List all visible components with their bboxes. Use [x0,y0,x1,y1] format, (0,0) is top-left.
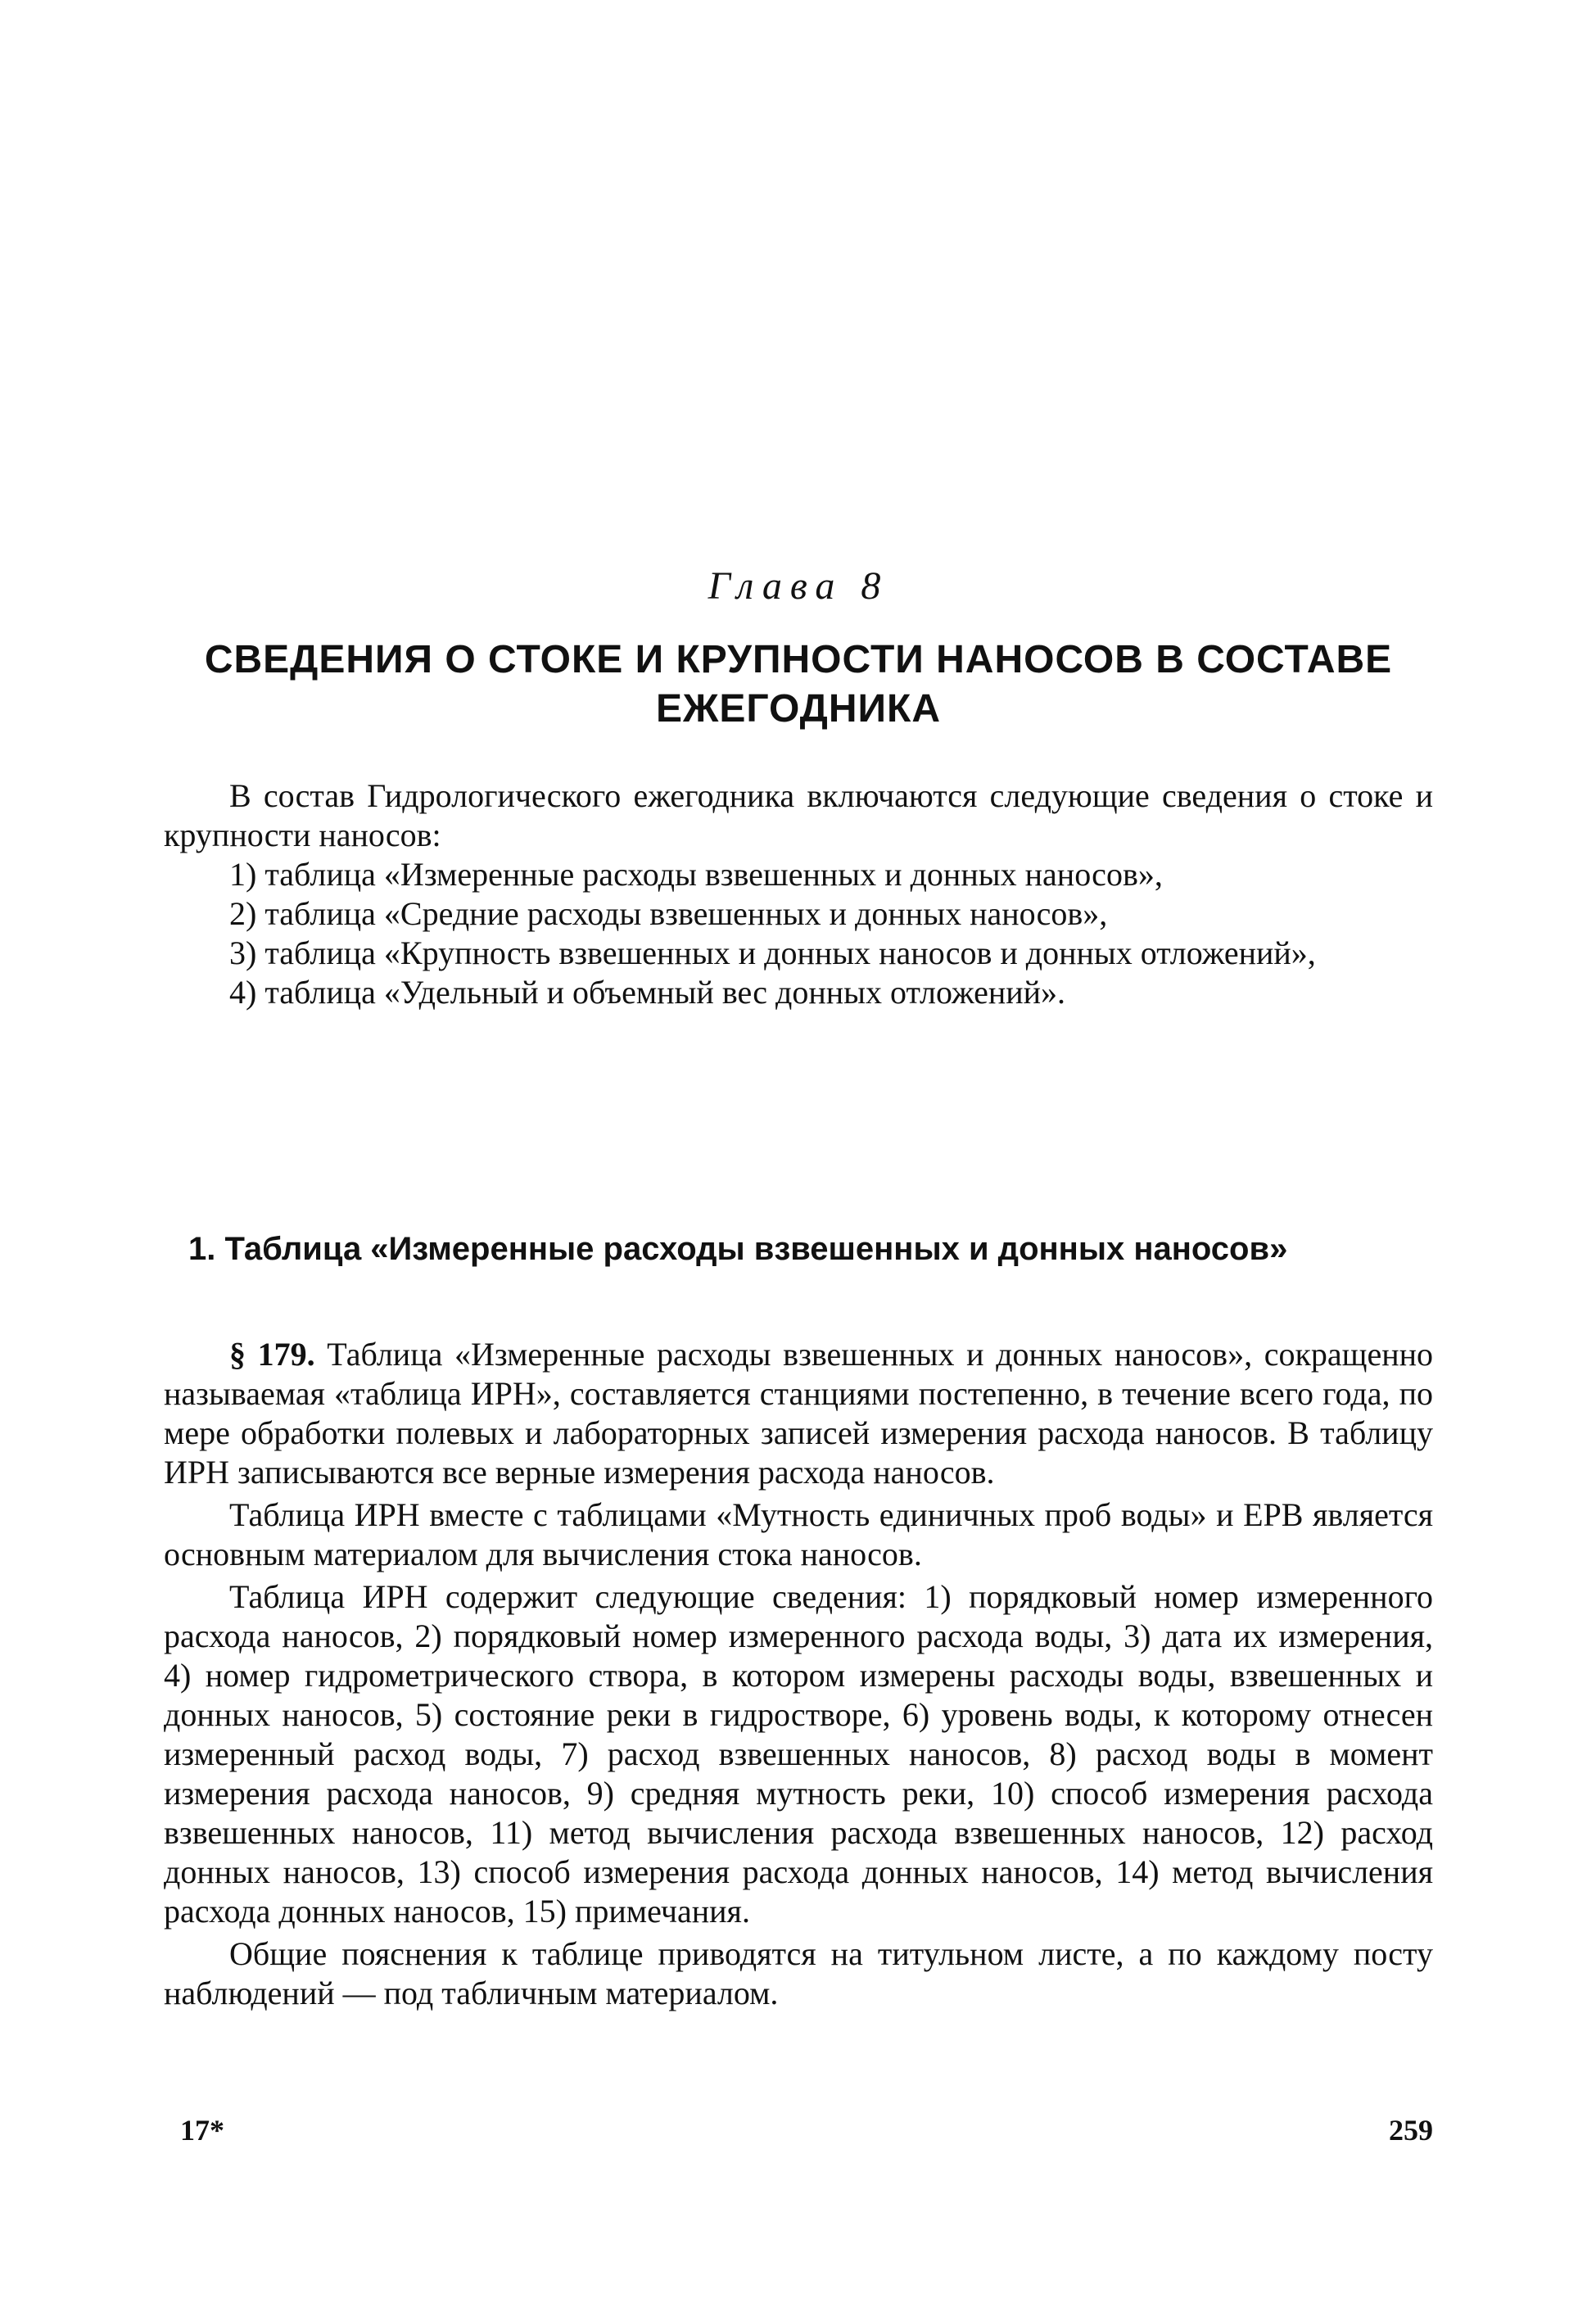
signature-mark: 17* [180,2114,224,2147]
paragraph-179-text: Таблица «Измеренные расходы взвешенных и донных наносов», сокращенно называемая «таблица ИРН», составляется станциями постепенно, в течение всего года, по мере обработки полевых и лабораторных записей измерения расхода наносов. В таблицу ИРН записываются все верные измерения расхода наносов. [164,1336,1434,1491]
section-heading: 1. Таблица «Измеренные расходы взвешенных и донных наносов» [188,1231,1288,1267]
paragraph-179 [164,1335,1433,1492]
paragraph: Таблица ИРН содержит следующие сведения: 1) порядковый номер измеренного расхода наносов, 2) порядковый номер измеренного расхода воды, 3) дата их измерения, 4) номер гидрометрического створа, в котором измерены расходы воды, взвешенных и донных наносов, 5) состояние реки в гидростворе, 6) уровень воды, к которому отнесен измеренный расход воды, 7) расход взвешенных наносов, 8) расход воды в момент измерения расхода наносов, 9) средняя мутность реки, 10) способ измерения расхода взвешенных наносов, 11) метод вычисления расхода взвешенных наносов, 12) расход донных наносов, 13) способ измерения расхода донных наносов, 14) метод вычисления расхода донных наносов, 15) примечания. [164,1578,1433,1930]
chapter-title-line1: СВЕДЕНИЯ О СТОКЕ И КРУПНОСТИ НАНОСОВ В СОСТАВЕ [204,638,1393,681]
chapter-title [164,636,1433,734]
intro-item: 3) таблица «Крупность взвешенных и донных наносов и донных отложений», [229,934,1316,971]
page-number: 259 [1389,2114,1433,2147]
intro-lead: В состав Гидрологического ежегодника включаются следующие сведения о стоке и крупности наносов: [164,777,1433,853]
section-body [164,1335,1433,2016]
intro-item: 4) таблица «Удельный и объемный вес донных отложений». [229,974,1066,1011]
document-page [164,0,1433,2321]
intro-item: 2) таблица «Средние расходы взвешенных и донных наносов», [229,895,1108,932]
paragraph: Общие пояснения к таблице приводятся на титульном листе, а по каждому посту наблюдений — под табличным материалом. [164,1935,1433,2011]
intro-block [164,776,1433,1012]
chapter-title-line2: ЕЖЕГОДНИКА [655,687,941,731]
paragraph: Таблица ИРН вместе с таблицами «Мутность единичных проб воды» и ЕРВ является основным материалом для вычисления стока наносов. [164,1496,1433,1572]
intro-item: 1) таблица «Измеренные расходы взвешенных и донных наносов», [229,856,1163,893]
chapter-label: Глава 8 [708,564,889,608]
section-number: § 179. [229,1336,315,1373]
